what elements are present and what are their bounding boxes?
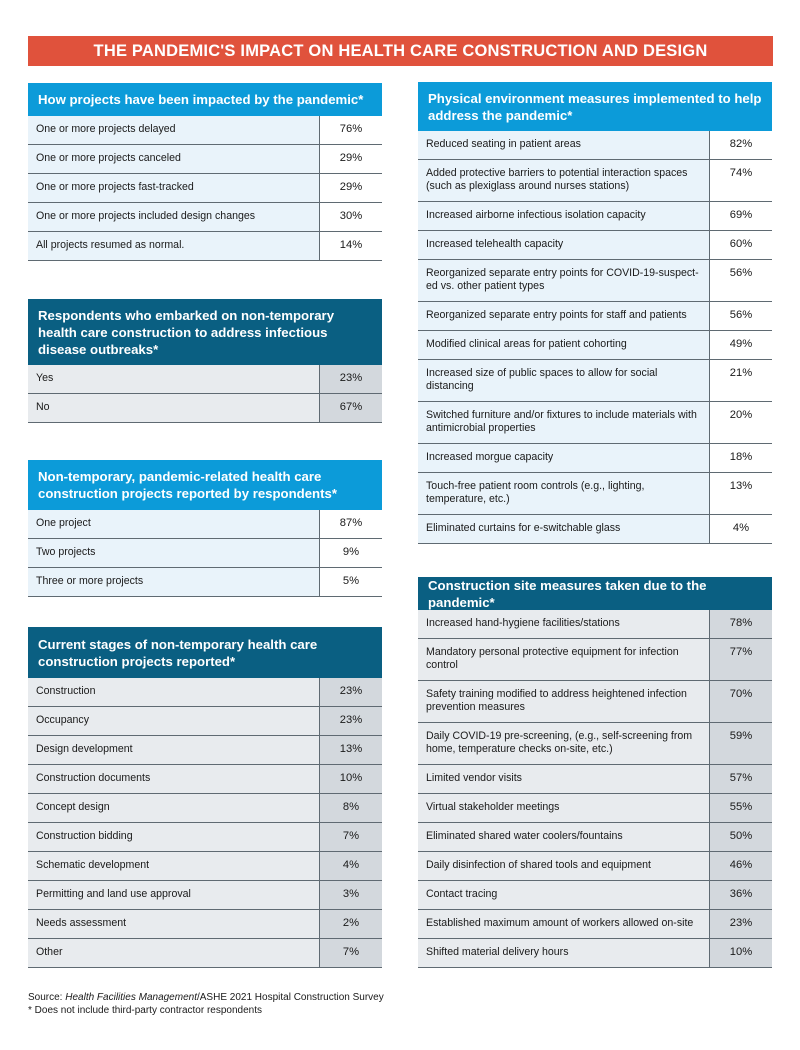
table-row: [418, 331, 772, 360]
row-label: Reorganized separate entry points for COVID-19-suspect-ed vs. other patient types: [418, 260, 710, 301]
table-title: Construction site measures taken due to the pandemic*: [418, 577, 772, 610]
row-value: 13%: [710, 473, 772, 514]
table-respondents-embarked: [28, 299, 382, 423]
row-label: Increased telehealth capacity: [418, 231, 710, 259]
row-value: 3%: [320, 881, 382, 909]
row-label: Reduced seating in patient areas: [418, 131, 710, 159]
table-row: [418, 681, 772, 723]
row-label: Daily disinfection of shared tools and equipment: [418, 852, 710, 880]
table-row: [28, 881, 382, 910]
table-site-measures: [418, 577, 772, 968]
table-nontemporary-projects: [28, 460, 382, 597]
row-value: 29%: [320, 174, 382, 202]
row-label: Daily COVID-19 pre-screening, (e.g., self-screening from home, temperature checks on-site, etc.): [418, 723, 710, 764]
row-label: Yes: [28, 365, 320, 393]
table-current-stages: [28, 627, 382, 968]
table-row: [418, 881, 772, 910]
row-label: Safety training modified to address heightened infection prevention measures: [418, 681, 710, 722]
table-row: [28, 852, 382, 881]
table-row: [28, 910, 382, 939]
row-value: 36%: [710, 881, 772, 909]
source-line: Source: Health Facilities Management/ASHE 2021 Hospital Construction Survey: [28, 992, 384, 1003]
row-label: Shifted material delivery hours: [418, 939, 710, 967]
table-row: [28, 707, 382, 736]
table-row: [28, 736, 382, 765]
row-value: 4%: [320, 852, 382, 880]
table-row: [418, 202, 772, 231]
row-label: Design development: [28, 736, 320, 764]
row-label: Reorganized separate entry points for staff and patients: [418, 302, 710, 330]
row-value: 7%: [320, 939, 382, 967]
row-label: One or more projects fast-tracked: [28, 174, 320, 202]
row-value: 23%: [710, 910, 772, 938]
row-value: 57%: [710, 765, 772, 793]
footer: [28, 991, 384, 1017]
table-row: [28, 365, 382, 394]
row-label: One project: [28, 510, 320, 538]
table-row: [418, 852, 772, 881]
table-rows: [418, 610, 772, 968]
row-value: 20%: [710, 402, 772, 443]
table-row: [418, 794, 772, 823]
footnote: * Does not include third-party contractor respondents: [28, 1005, 263, 1016]
row-value: 7%: [320, 823, 382, 851]
table-title: Physical environment measures implemented to help address the pandemic*: [418, 82, 772, 131]
table-row: [28, 203, 382, 232]
row-label: Other: [28, 939, 320, 967]
row-label: Schematic development: [28, 852, 320, 880]
row-value: 23%: [320, 707, 382, 735]
row-label: Construction bidding: [28, 823, 320, 851]
row-value: 13%: [320, 736, 382, 764]
row-value: 60%: [710, 231, 772, 259]
row-value: 87%: [320, 510, 382, 538]
table-row: [28, 568, 382, 597]
row-value: 67%: [320, 394, 382, 422]
row-value: 74%: [710, 160, 772, 201]
table-row: [418, 402, 772, 444]
row-value: 70%: [710, 681, 772, 722]
table-row: [418, 473, 772, 515]
row-label: Contact tracing: [418, 881, 710, 909]
table-row: [28, 394, 382, 423]
table-physical-measures: [418, 82, 772, 544]
row-label: Eliminated shared water coolers/fountains: [418, 823, 710, 851]
row-label: Increased airborne infectious isolation capacity: [418, 202, 710, 230]
table-row: [418, 723, 772, 765]
table-rows: [28, 365, 382, 423]
row-value: 56%: [710, 260, 772, 301]
table-row: [28, 765, 382, 794]
row-value: 82%: [710, 131, 772, 159]
row-label: Two projects: [28, 539, 320, 567]
table-row: [418, 131, 772, 160]
table-row: [28, 116, 382, 145]
row-value: 10%: [320, 765, 382, 793]
row-label: Added protective barriers to potential interaction spaces (such as plexiglass around nurses stations): [418, 160, 710, 201]
row-label: Increased hand-hygiene facilities/stations: [418, 610, 710, 638]
row-label: Touch-free patient room controls (e.g., lighting, temperature, etc.): [418, 473, 710, 514]
row-value: 29%: [320, 145, 382, 173]
table-row: [418, 360, 772, 402]
row-value: 55%: [710, 794, 772, 822]
row-value: 23%: [320, 678, 382, 706]
row-label: Increased morgue capacity: [418, 444, 710, 472]
row-value: 9%: [320, 539, 382, 567]
table-row: [418, 302, 772, 331]
table-row: [418, 160, 772, 202]
table-rows: [28, 116, 382, 261]
row-value: 56%: [710, 302, 772, 330]
table-row: [418, 910, 772, 939]
table-row: [418, 765, 772, 794]
table-title: How projects have been impacted by the pandemic*: [28, 83, 382, 116]
row-value: 59%: [710, 723, 772, 764]
row-label: Increased size of public spaces to allow for social distancing: [418, 360, 710, 401]
row-value: 50%: [710, 823, 772, 851]
table-row: [418, 231, 772, 260]
row-label: Mandatory personal protective equipment for infection control: [418, 639, 710, 680]
table-row: [28, 510, 382, 539]
row-label: Modified clinical areas for patient cohorting: [418, 331, 710, 359]
table-row: [28, 678, 382, 707]
table-rows: [28, 510, 382, 597]
row-label: Construction: [28, 678, 320, 706]
row-value: 23%: [320, 365, 382, 393]
row-label: Switched furniture and/or fixtures to include materials with antimicrobial properties: [418, 402, 710, 443]
table-row: [418, 515, 772, 544]
table-row: [28, 794, 382, 823]
row-value: 78%: [710, 610, 772, 638]
row-value: 18%: [710, 444, 772, 472]
table-rows: [28, 678, 382, 968]
row-label: Occupancy: [28, 707, 320, 735]
row-label: Concept design: [28, 794, 320, 822]
row-label: Limited vendor visits: [418, 765, 710, 793]
table-row: [28, 539, 382, 568]
row-label: One or more projects delayed: [28, 116, 320, 144]
row-label: One or more projects canceled: [28, 145, 320, 173]
row-label: All projects resumed as normal.: [28, 232, 320, 260]
row-value: 76%: [320, 116, 382, 144]
table-row: [28, 145, 382, 174]
page-banner: THE PANDEMIC'S IMPACT ON HEALTH CARE CONSTRUCTION AND DESIGN: [28, 36, 773, 66]
row-value: 77%: [710, 639, 772, 680]
row-label: One or more projects included design changes: [28, 203, 320, 231]
table-title: Non-temporary, pandemic-related health care construction projects reported by respondents*: [28, 460, 382, 510]
row-label: Virtual stakeholder meetings: [418, 794, 710, 822]
row-label: Permitting and land use approval: [28, 881, 320, 909]
table-row: [418, 260, 772, 302]
row-value: 30%: [320, 203, 382, 231]
row-value: 4%: [710, 515, 772, 543]
table-row: [28, 174, 382, 203]
table-row: [418, 639, 772, 681]
table-row: [418, 939, 772, 968]
table-title: Current stages of non-temporary health care construction projects reported*: [28, 627, 382, 678]
row-value: 46%: [710, 852, 772, 880]
row-value: 14%: [320, 232, 382, 260]
row-value: 69%: [710, 202, 772, 230]
row-label: Eliminated curtains for e-switchable glass: [418, 515, 710, 543]
table-row: [418, 444, 772, 473]
row-value: 21%: [710, 360, 772, 401]
row-label: Construction documents: [28, 765, 320, 793]
table-row: [28, 232, 382, 261]
row-value: 5%: [320, 568, 382, 596]
table-row: [418, 823, 772, 852]
table-title: Respondents who embarked on non-temporary health care construction to address infectious disease outbreaks*: [28, 299, 382, 365]
table-row: [28, 939, 382, 968]
table-row: [418, 610, 772, 639]
row-value: 49%: [710, 331, 772, 359]
table-row: [28, 823, 382, 852]
row-label: No: [28, 394, 320, 422]
row-value: 10%: [710, 939, 772, 967]
row-label: Three or more projects: [28, 568, 320, 596]
row-value: 2%: [320, 910, 382, 938]
table-projects-impacted: [28, 83, 382, 261]
row-label: Needs assessment: [28, 910, 320, 938]
row-value: 8%: [320, 794, 382, 822]
row-label: Established maximum amount of workers allowed on-site: [418, 910, 710, 938]
table-rows: [418, 131, 772, 544]
